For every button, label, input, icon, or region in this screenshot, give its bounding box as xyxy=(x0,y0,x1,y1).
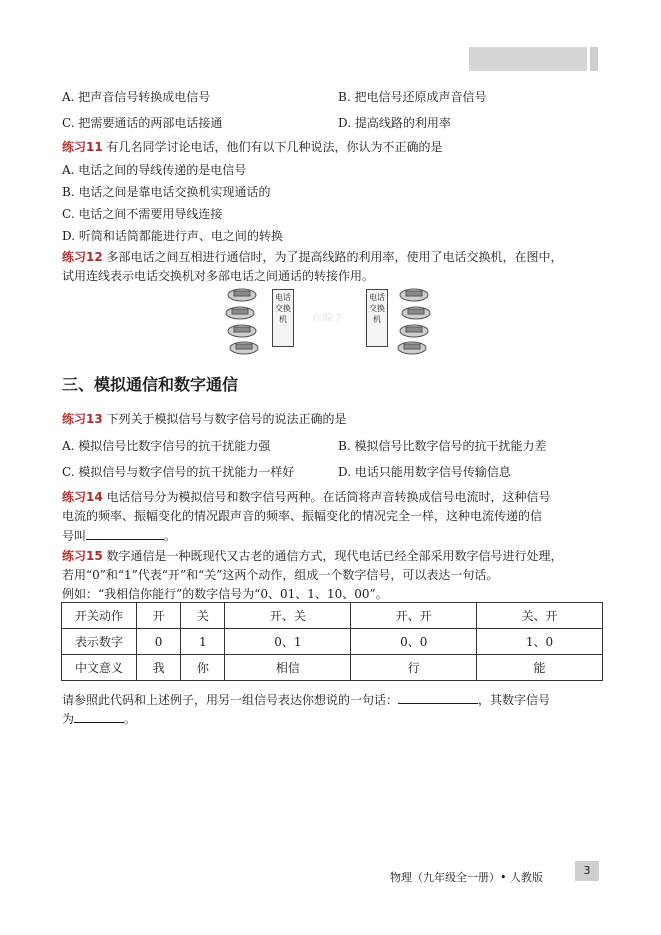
table-cell: 相信 xyxy=(225,655,351,681)
ex13-option-a: A. 模拟信号比数字信号的抗干扰能力强 xyxy=(62,439,271,453)
ex11-option-c: C. 电话之间不需要用导线连接 xyxy=(62,207,223,221)
ex11-option-a: A. 电话之间的导线传递的是电信号 xyxy=(62,163,247,177)
ex15-line1-text: 数字通信是一种既现代又古老的通信方式，现代电话已经全部采用数字信号进行处理， xyxy=(106,549,563,563)
section-title: 三、模拟通信和数字通信 xyxy=(62,375,239,394)
ex12-line1 xyxy=(62,248,563,266)
ex14-line3-text: 号叫 xyxy=(62,529,87,543)
header-bar xyxy=(469,47,587,71)
ex14-line1-text: 电话信号分为模拟信号和数字信号两种。在话筒将声音转换成信号电流时，这种信号 xyxy=(106,490,551,504)
ex13-option-b: B. 模拟信号比数字信号的抗干扰能力差 xyxy=(338,439,547,453)
ex13-question xyxy=(62,410,347,428)
table-cell: 表示数字 xyxy=(62,629,137,655)
ex15-sentence-blank[interactable] xyxy=(398,690,478,704)
phone-switch-figure xyxy=(222,283,438,355)
ex14-label: 练习14 xyxy=(62,490,103,504)
q10-option-c: C. 把需要通话的两部电话接通 xyxy=(62,116,223,130)
ex15-label: 练习15 xyxy=(62,549,103,563)
figure-watermark: 在编 7 xyxy=(312,313,342,324)
ex11-question xyxy=(62,138,443,156)
ex14-line2: 电流的频率、振幅变化的情况跟声音的频率、振幅变化的情况完全一样，这种电流传递的信 xyxy=(62,509,543,523)
switch-left: 电话交换机 xyxy=(272,289,294,347)
table-cell: 关 xyxy=(181,603,225,629)
ex12-line2: 试用连线表示电话交换机对多部电话之间通话的转接作用。 xyxy=(62,269,375,283)
table-cell: 开 xyxy=(137,603,181,629)
q10-option-d: D. 提高线路的利用率 xyxy=(338,116,451,130)
table-cell: 开、关 xyxy=(225,603,351,629)
table-cell: 1、0 xyxy=(477,629,603,655)
ex11-question-text: 有几名同学讨论电话，他们有以下几种说法，你认为不正确的是 xyxy=(106,140,443,154)
table-cell: 0、0 xyxy=(351,629,477,655)
ex13-label: 练习13 xyxy=(62,412,103,426)
left-phones xyxy=(226,289,258,354)
code-table xyxy=(61,602,603,681)
q10-option-a: A. 把声音信号转换成电信号 xyxy=(62,90,211,104)
ex11-option-b: B. 电话之间是靠电话交换机实现通话的 xyxy=(62,185,271,199)
table-row xyxy=(62,603,603,629)
ex15-line3: 例如：“我相信你能行”的数字信号为“0、01、1、10、00”。 xyxy=(62,587,388,601)
ex14-line3 xyxy=(62,526,176,545)
ex15-after1 xyxy=(62,690,550,709)
ex13-option-d: D. 电话只能用数字信号传输信息 xyxy=(338,465,511,479)
table-cell: 关、开 xyxy=(477,603,603,629)
page-number: 3 xyxy=(575,861,599,881)
table-row xyxy=(62,655,603,681)
table-cell: 我 xyxy=(137,655,181,681)
ex15-after2-end: 。 xyxy=(124,712,137,726)
right-phones xyxy=(398,289,430,354)
table-row xyxy=(62,629,603,655)
q10-option-b: B. 把电信号还原成声音信号 xyxy=(338,90,487,104)
table-cell: 你 xyxy=(181,655,225,681)
footer-text: 物理（九年级全一册）• 人教版 xyxy=(390,871,543,884)
ex14-line1 xyxy=(62,488,551,506)
table-cell: 0 xyxy=(137,629,181,655)
header-tab xyxy=(590,47,598,71)
table-cell: 能 xyxy=(477,655,603,681)
ex13-option-c: C. 模拟信号与数字信号的抗干扰能力一样好 xyxy=(62,465,295,479)
table-cell: 1 xyxy=(181,629,225,655)
ex15-after2-text: 为 xyxy=(62,712,75,726)
ex14-answer-blank[interactable] xyxy=(86,526,164,540)
ex14-line3-end: 。 xyxy=(164,529,177,543)
ex15-after2 xyxy=(62,709,136,728)
ex12-label: 练习12 xyxy=(62,250,103,264)
ex13-question-text: 下列关于模拟信号与数字信号的说法正确的是 xyxy=(106,412,347,426)
ex11-label: 练习11 xyxy=(62,140,103,154)
ex15-after1-text: 请参照此代码和上述例子，用另一组信号表达你想说的一句话： xyxy=(62,693,399,707)
ex15-signal-blank[interactable] xyxy=(74,709,124,723)
ex11-option-d: D. 听筒和话筒都能进行声、电之间的转换 xyxy=(62,229,283,243)
table-cell: 开关动作 xyxy=(62,603,137,629)
table-cell: 行 xyxy=(351,655,477,681)
switch-right: 电话交换机 xyxy=(366,289,388,347)
ex15-line2: 若用“0”和“1”代表“开”和“关”这两个动作，组成一个数字信号，可以表达一句话。 xyxy=(62,568,499,582)
table-cell: 开、开 xyxy=(351,603,477,629)
ex15-after1-end: ，其数字信号 xyxy=(478,693,551,707)
ex12-line1-text: 多部电话之间互相进行通信时，为了提高线路的利用率，使用了电话交换机，在图中， xyxy=(106,250,563,264)
ex15-line1 xyxy=(62,547,563,565)
table-cell: 0、1 xyxy=(225,629,351,655)
table-cell: 中文意义 xyxy=(62,655,137,681)
